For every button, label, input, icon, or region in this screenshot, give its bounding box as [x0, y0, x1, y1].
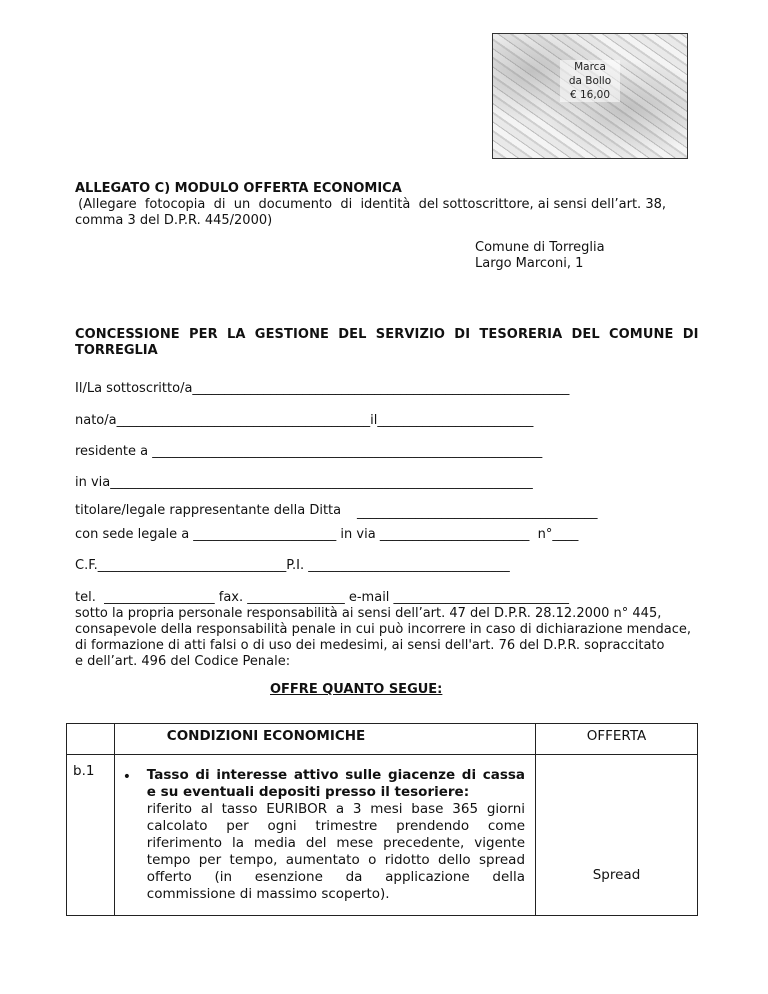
- subject-line-2: TORREGLIA: [75, 343, 158, 358]
- conditions-header: CONDIZIONI ECONOMICHE: [166, 728, 366, 744]
- revenue-stamp: [492, 33, 688, 159]
- field-resident[interactable]: residente a ____________________________________________________________: [75, 444, 543, 459]
- row-condition-cell: [114, 755, 535, 916]
- offer-value: Spread: [592, 867, 641, 883]
- declaration-line-1: sotto la propria personale responsabilità ai sensi dell’art. 47 del D.P.R. 28.12.2000 n° 445,: [75, 606, 662, 621]
- document-title: ALLEGATO C) MODULO OFFERTA ECONOMICA: [75, 181, 402, 196]
- table-header-row: [67, 724, 698, 755]
- row-offer-cell[interactable]: [536, 755, 698, 916]
- recipient-address: Largo Marconi, 1: [475, 256, 584, 271]
- recipient-name: Comune di Torreglia: [475, 240, 605, 255]
- stamp-line-3: € 16,00: [560, 88, 620, 102]
- offer-heading: OFFRE QUANTO SEGUE:: [270, 682, 443, 697]
- field-born[interactable]: nato/a_______________________________________il________________________: [75, 413, 534, 428]
- attachment-note-line-1: (Allegare fotocopia di un documento di identità del sottoscrittore, ai sensi dell’art. 38,: [74, 197, 666, 212]
- field-contacts[interactable]: tel. _________________ fax. _______________ e-mail ___________________________: [75, 590, 570, 605]
- declaration-line-3: di formazione di atti falsi o di uso dei medesimi, ai sensi dell'art. 76 del D.P.R. sopraccitato: [75, 638, 665, 653]
- condition-bullet: [115, 755, 535, 915]
- stamp-line-2: da Bollo: [560, 74, 620, 88]
- row-label: b.1: [73, 763, 95, 779]
- table-header-offer: [536, 724, 698, 755]
- table-row: [67, 755, 698, 916]
- row-label-cell: [67, 755, 115, 916]
- stamp-line-1: Marca: [560, 60, 620, 74]
- field-holder-blank[interactable]: _____________________________________: [357, 505, 598, 520]
- offer-header: OFFERTA: [586, 728, 647, 744]
- declaration-line-4: e dell’art. 496 del Codice Penale:: [75, 654, 291, 669]
- table-header-conditions: [114, 724, 535, 755]
- condition-title: Tasso di interesse attivo sulle giacenze di cassa e su eventuali depositi presso il tesoriere:: [146, 767, 526, 800]
- declaration-line-2: consapevole della responsabilità penale in cui può incorrere in caso di dichiarazione mendace,: [75, 622, 692, 637]
- condition-body: riferito al tasso EURIBOR a 3 mesi base 365 giorni calcolato per ogni trimestre prendendo come riferimento la media del mese precedente, vigente tempo per tempo, aumentato o ridotto dello spread offerto (in esenzione da applicazione della commissione di massimo scoperto).: [146, 801, 526, 902]
- offer-table: [66, 723, 698, 916]
- subject-line-1: CONCESSIONE PER LA GESTIONE DEL SERVIZIO DI TESORERIA DEL COMUNE DI: [75, 327, 699, 342]
- field-tax[interactable]: C.F._____________________________P.I. _______________________________: [75, 558, 510, 573]
- field-undersigned[interactable]: Il/La sottoscritto/a__________________________________________________________: [75, 381, 570, 396]
- field-seat[interactable]: con sede legale a ______________________ in via _______________________ n°____: [75, 527, 579, 542]
- field-holder-label: titolare/legale rappresentante della Ditta: [75, 503, 342, 518]
- attachment-note-line-2: comma 3 del D.P.R. 445/2000): [75, 213, 273, 228]
- bullet-icon: •: [122, 769, 132, 785]
- field-street[interactable]: in via_________________________________________________________________: [75, 475, 533, 490]
- table-header-empty: [67, 724, 115, 755]
- stamp-text: [493, 60, 687, 102]
